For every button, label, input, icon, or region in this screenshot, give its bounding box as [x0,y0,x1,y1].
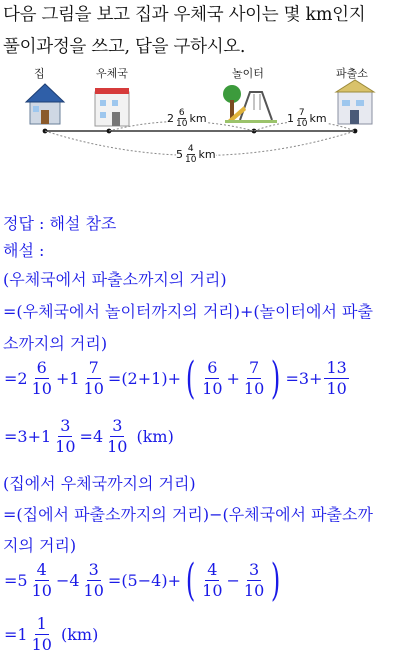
equation-4: =1 $\frac{1}{10}$ (km) [4,614,99,654]
distance-playground-police: 1 7 10 km [287,108,327,129]
police-box-icon [336,80,374,124]
equation-3: =5 $\frac{4}{10}$ −4 $\frac{3}{10}$ =(5−4)+ ( $\frac{4}{10}$ − $\frac{3}{10}$ ) [4,554,281,606]
equation-1: =2 $\frac{6}{10}$ +1 $\frac{7}{10}$ =(2+1)+ ( $\frac{6}{10}$ + $\frac{7}{10}$ ) =3+ $\frac{13}{10}$ [4,352,347,404]
label-home: 집 [34,67,45,80]
explanation-line-4: =(우체국에서 놀이터까지의 거리)+(놀이터에서 파출 [3,302,373,321]
answer-label: 정답 : 해설 참조 [3,214,117,233]
explanation-line-3: (우체국에서 파출소까지의 거리) [3,270,227,289]
explanation-line-5: 소까지의 거리) [3,334,108,353]
figure [0,62,400,167]
question-line-1: 다음 그림을 보고 집과 우체국 사이는 몇 km인지 [3,5,366,25]
explanation-line-7: (집에서 우체국까지의 거리) [3,474,196,493]
post-office-icon [95,88,129,126]
label-playground: 놀이터 [232,67,264,80]
question-line-2: 풀이과정을 쓰고, 답을 구하시오. [3,37,246,57]
label-post-office: 우체국 [96,67,128,80]
house-icon [26,84,64,124]
explanation-line-8: =(집에서 파출소까지의 거리)−(우체국에서 파출소까 [3,505,373,524]
equation-2: =3+1 $\frac{3}{10}$ =4 $\frac{3}{10}$ (km) [4,416,174,456]
distance-post-playground: 2 6 10 km [167,108,207,129]
explanation-label: 해설 : [3,241,45,260]
label-police-box: 파출소 [336,67,368,80]
playground-icon [223,85,277,123]
distance-home-police: 5 4 10 km [176,144,216,165]
explanation-line-9: 지의 거리) [3,536,77,555]
point-police-box [353,129,358,134]
